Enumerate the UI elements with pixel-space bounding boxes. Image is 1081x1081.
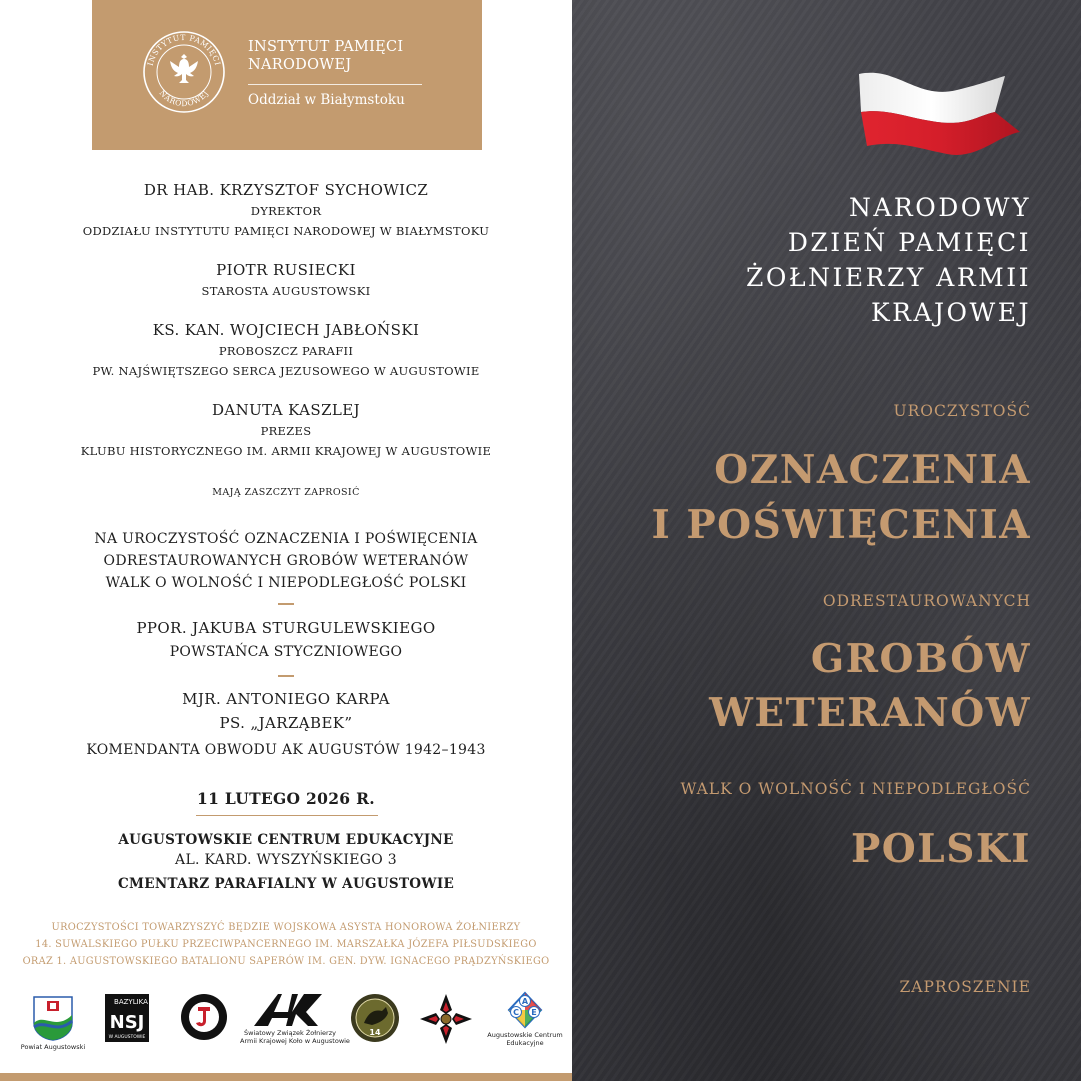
host-1-name: DR HAB. KRZYSZTOF SYCHOWICZ [143,181,429,199]
bottom-gold-bar [0,1073,572,1081]
historical-club-badge-icon [180,993,228,1041]
escort-line-1: UROCZYSTOŚCI TOWARZYSZYĆ BĘDZIE WOJSKOWA ASYSTA HONOROWA ŻOŁNIERZY [51,922,521,933]
label-zaproszenie: ZAPROSZENIE [899,978,1031,996]
divider-dash [278,603,294,605]
svg-text:A: A [521,997,529,1006]
host-3-name: KS. KAN. WOJCIECH JABŁOŃSKI [152,321,420,339]
venue-line-1: AUGUSTOWSKIE CENTRUM EDUKACYJNE [118,832,454,848]
svg-text:E: E [531,1008,537,1017]
ak-caption: Światowy Związek Żołnierzy Armii Krajowej Koło w Augustowie [240,1029,350,1045]
heading-poswiecenia: I POŚWIĘCENIA [651,502,1031,548]
svg-text:BAZYLIKA: BAZYLIKA [114,998,148,1006]
svg-text:NSJ: NSJ [109,1012,145,1033]
host-4-org: KLUBU HISTORYCZNEGO IM. ARMII KRAJOWEJ W AUGUSTOWIE [80,444,492,458]
escort-line-2: 14. SUWALSKIEGO PUŁKU PRZECIWPANCERNEGO IM. MARSZAŁKA JÓZEFA PIŁSUDSKIEGO [35,939,537,950]
branch-name: Oddział w Białymstoku [248,92,405,108]
venue-line-2: AL. KARD. WYSZYŃSKIEGO 3 [175,852,397,868]
veteran-2-name: MJR. ANTONIEGO KARPA [182,690,390,708]
label-walk: WALK O WOLNOŚĆ I NIEPODLEGŁOŚĆ [680,780,1031,798]
veteran-2-alias: PS. „JARZĄBEK” [219,714,353,732]
host-1-org: ODDZIAŁU INSTYTUTU PAMIĘCI NARODOWEJ W BIAŁYMSTOKU [82,224,490,238]
title-line-1: NARODOWY [849,193,1031,222]
header-divider [248,84,422,85]
svg-text:C: C [513,1008,519,1017]
ipn-header [92,0,482,150]
host-3-org: PW. NAJŚWIĘTSZEGO SERCA JEZUSOWEGO W AUGUSTOWIE [92,364,480,378]
svg-text:INSTYTUT PAMIĘCI: INSTYTUT PAMIĘCI [145,32,223,67]
host-4-name: DANUTA KASZLEJ [211,401,361,419]
polish-flag-icon [857,70,1022,162]
institute-name: INSTYTUT PAMIĘCI NARODOWEJ [248,39,404,73]
host-3-role: PROBOSZCZ PARAFII [218,344,354,358]
date-underline [196,815,378,816]
escort-line-3: ORAZ 1. AUGUSTOWSKIEGO BATALIONU SAPERÓW IM. GEN. DYW. IGNACEGO PRĄDZYŃSKIEGO [22,956,550,967]
svg-text:W AUGUSTOWIE: W AUGUSTOWIE [108,1035,146,1040]
veteran-1-desc: POWSTAŃCA STYCZNIOWEGO [169,644,403,660]
nsj-logo-icon [105,994,149,1042]
ceremony-line-2: ODRESTAUROWANYCH GROBÓW WETERANÓW [103,553,469,569]
host-4-role: PREZES [260,424,312,438]
title-line-3: ŻOŁNIERZY ARMII [746,263,1031,292]
host-2-name: PIOTR RUSIECKI [216,261,356,279]
heading-polski: POLSKI [850,826,1031,872]
partner-logos [0,990,572,1060]
host-2-role: STAROSTA AUGUSTOWSKI [201,284,371,298]
sapper-cross-icon [418,992,474,1046]
powiat-caption: Powiat Augustowski [20,1043,86,1051]
svg-text:NARODOWEJ: NARODOWEJ [157,88,211,109]
divider-dash [278,675,294,677]
event-date: 11 LUTEGO 2026 R. [197,789,375,808]
ceremony-line-1: NA UROCZYSTOŚĆ OZNACZENIA I POŚWIĘCENIA [94,531,478,547]
ace-logo-icon [497,991,553,1029]
heading-weteranow: WETERANÓW [709,690,1031,736]
label-uroczystosc: UROCZYSTOŚĆ [893,402,1031,420]
ceremony-line-3: WALK O WOLNOŚĆ I NIEPODLEGŁOŚĆ POLSKI [105,575,467,591]
ak-logo-icon [248,992,328,1028]
ace-caption: Augustowskie Centrum Edukacyjne [487,1031,563,1047]
invite-phrase: MAJĄ ZASZCZYT ZAPROSIĆ [212,487,360,498]
heading-oznaczenia: OZNACZENIA [714,447,1031,493]
title-line-4: KRAJOWEJ [870,298,1031,327]
title-line-2: DZIEŃ PAMIĘCI [787,228,1031,257]
host-1-role: DYREKTOR [250,204,322,218]
heading-grobow: GROBÓW [810,636,1031,682]
regiment-badge-icon [350,993,400,1043]
powiat-crest-icon [32,995,74,1041]
svg-text:14: 14 [369,1028,381,1037]
veteran-2-desc: KOMENDANTA OBWODU AK AUGUSTÓW 1942–1943 [86,742,486,758]
veteran-1-name: PPOR. JAKUBA STURGULEWSKIEGO [136,619,436,637]
right-panel [572,0,1081,1081]
ipn-seal-icon [142,30,226,114]
label-odrestaurowanych: ODRESTAUROWANYCH [822,592,1031,610]
venue-line-3: CMENTARZ PARAFIALNY W AUGUSTOWIE [117,876,455,892]
